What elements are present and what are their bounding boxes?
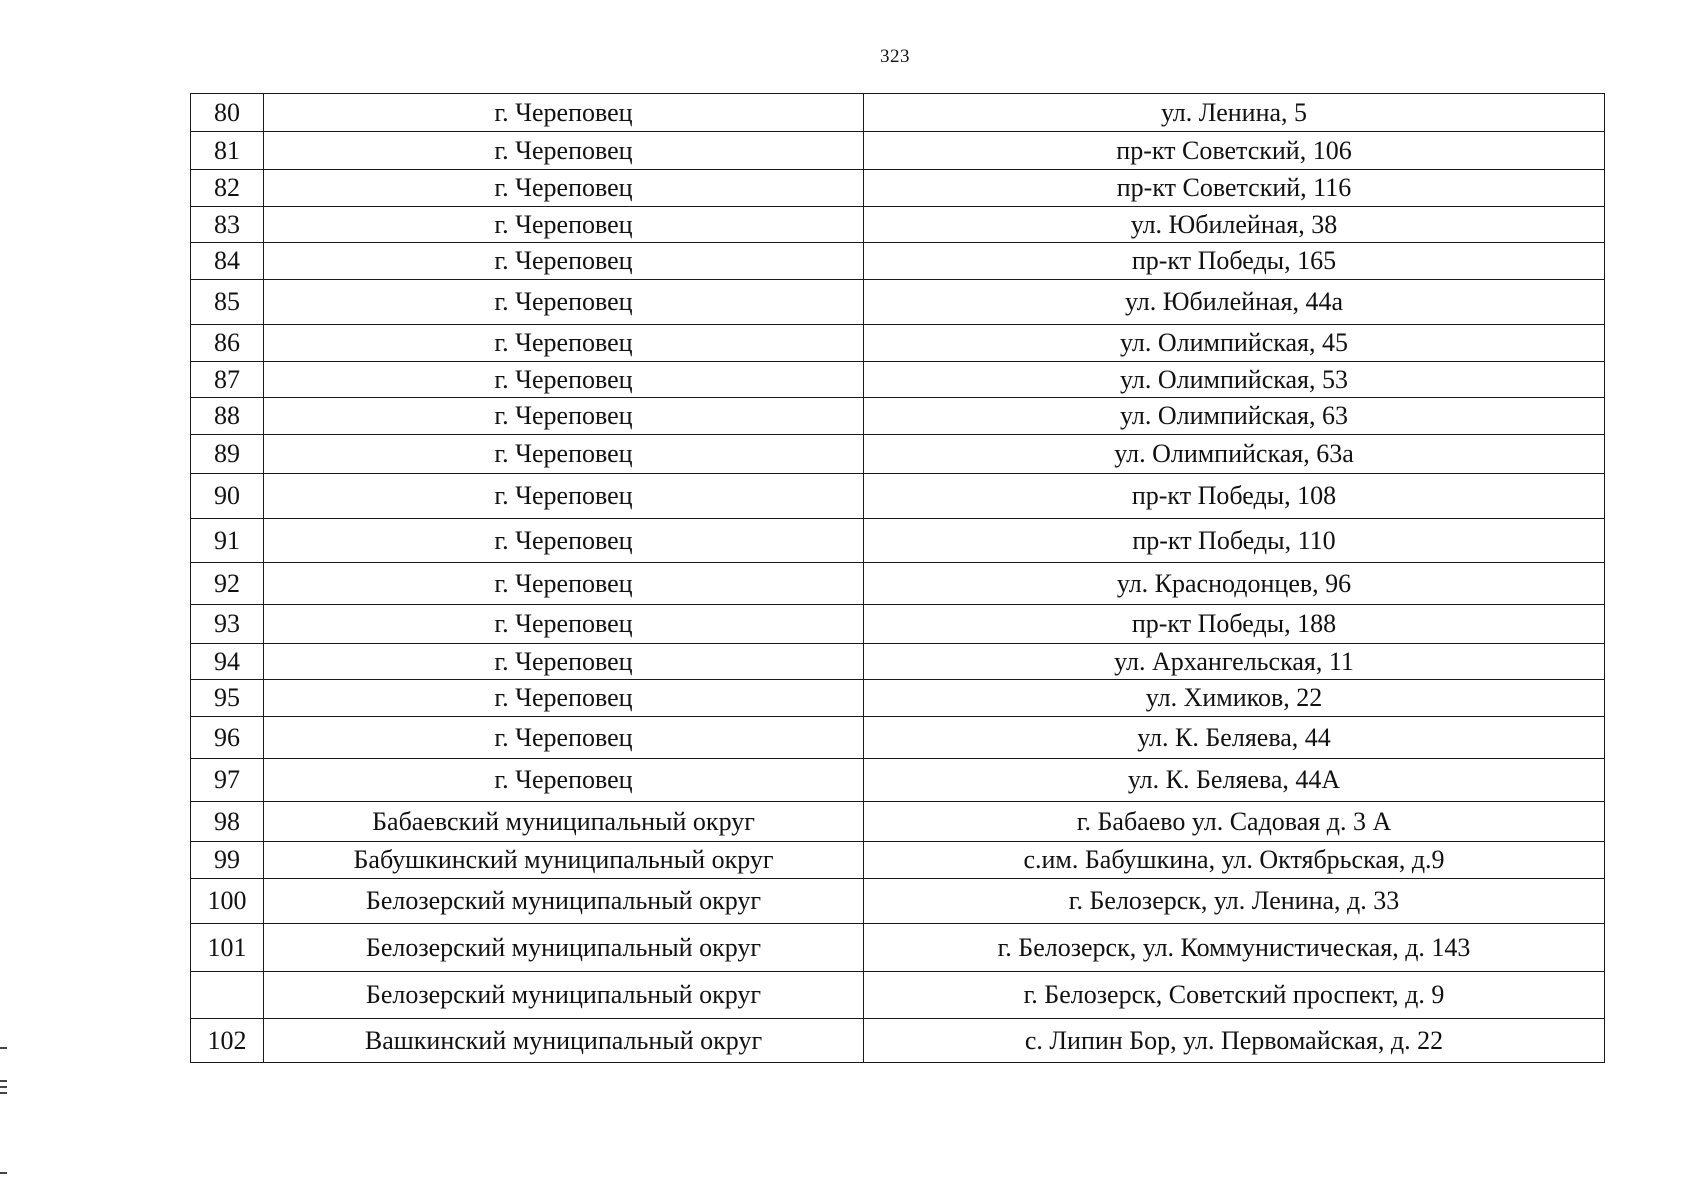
margin-scan-mark (0, 1080, 7, 1082)
address-cell: ул. Олимпийская, 63а (864, 435, 1605, 474)
location-cell: Бабаевский муниципальный округ (264, 802, 864, 842)
location-cell: г. Череповец (264, 605, 864, 644)
row-number-cell: 92 (191, 563, 264, 605)
location-cell: Белозерский муниципальный округ (264, 972, 864, 1019)
row-number-cell: 84 (191, 243, 264, 280)
location-cell: г. Череповец (264, 280, 864, 325)
location-cell: г. Череповец (264, 94, 864, 132)
row-number-cell: 100 (191, 879, 264, 924)
location-cell: г. Череповец (264, 759, 864, 802)
row-number-cell: 81 (191, 132, 264, 170)
margin-scan-mark (0, 1172, 7, 1174)
table-row (191, 325, 1605, 362)
address-cell: ул. Юбилейная, 38 (864, 207, 1605, 243)
location-cell: г. Череповец (264, 435, 864, 474)
location-cell: г. Череповец (264, 398, 864, 435)
table-row (191, 280, 1605, 325)
address-cell: пр-кт Победы, 110 (864, 519, 1605, 563)
table-row (191, 972, 1605, 1019)
table-row (191, 802, 1605, 842)
table-row (191, 170, 1605, 207)
location-cell: Белозерский муниципальный округ (264, 924, 864, 972)
location-cell: Белозерский муниципальный округ (264, 879, 864, 924)
row-number-cell: 94 (191, 644, 264, 680)
address-table (190, 93, 1605, 1063)
address-cell: г. Бабаево ул. Садовая д. 3 А (864, 802, 1605, 842)
location-cell: г. Череповец (264, 243, 864, 280)
location-cell: Вашкинский муниципальный округ (264, 1019, 864, 1063)
row-number-cell: 88 (191, 398, 264, 435)
address-cell: ул. Краснодонцев, 96 (864, 563, 1605, 605)
location-cell: г. Череповец (264, 132, 864, 170)
location-cell: г. Череповец (264, 474, 864, 519)
address-cell: пр-кт Победы, 188 (864, 605, 1605, 644)
address-cell: ул. Архангельская, 11 (864, 644, 1605, 680)
address-cell: пр-кт Советский, 116 (864, 170, 1605, 207)
address-cell: г. Белозерск, ул. Коммунистическая, д. 143 (864, 924, 1605, 972)
row-number-cell: 95 (191, 680, 264, 717)
row-number-cell: 101 (191, 924, 264, 972)
row-number-cell: 91 (191, 519, 264, 563)
address-cell: пр-кт Советский, 106 (864, 132, 1605, 170)
location-cell: г. Череповец (264, 563, 864, 605)
row-number-cell: 80 (191, 94, 264, 132)
table-row (191, 680, 1605, 717)
table-row (191, 362, 1605, 398)
table-row (191, 398, 1605, 435)
address-cell: пр-кт Победы, 108 (864, 474, 1605, 519)
location-cell: г. Череповец (264, 717, 864, 759)
table-row (191, 474, 1605, 519)
address-cell: г. Белозерск, ул. Ленина, д. 33 (864, 879, 1605, 924)
table-row (191, 207, 1605, 243)
row-number-cell: 99 (191, 842, 264, 879)
table-row (191, 924, 1605, 972)
address-cell: с. Липин Бор, ул. Первомайская, д. 22 (864, 1019, 1605, 1063)
table-row (191, 717, 1605, 759)
address-cell: ул. Олимпийская, 45 (864, 325, 1605, 362)
row-number-cell: 85 (191, 280, 264, 325)
page-number: 323 (880, 46, 910, 67)
address-cell: ул. Ленина, 5 (864, 94, 1605, 132)
row-number-cell: 82 (191, 170, 264, 207)
address-cell: ул. Юбилейная, 44а (864, 280, 1605, 325)
row-number-cell: 97 (191, 759, 264, 802)
row-number-cell: 86 (191, 325, 264, 362)
location-cell: г. Череповец (264, 325, 864, 362)
address-cell: пр-кт Победы, 165 (864, 243, 1605, 280)
address-cell: ул. К. Беляева, 44 (864, 717, 1605, 759)
address-cell: ул. Олимпийская, 63 (864, 398, 1605, 435)
location-cell: г. Череповец (264, 362, 864, 398)
address-table-body (191, 94, 1605, 1063)
table-row (191, 94, 1605, 132)
row-number-cell: 98 (191, 802, 264, 842)
table-row (191, 1019, 1605, 1063)
margin-scan-mark (0, 1047, 7, 1049)
location-cell: г. Череповец (264, 680, 864, 717)
row-number-cell (191, 972, 264, 1019)
row-number-cell: 87 (191, 362, 264, 398)
table-row (191, 644, 1605, 680)
table-row (191, 759, 1605, 802)
row-number-cell: 90 (191, 474, 264, 519)
location-cell: г. Череповец (264, 519, 864, 563)
table-row (191, 243, 1605, 280)
margin-scan-mark (0, 1092, 7, 1094)
table-row (191, 132, 1605, 170)
location-cell: г. Череповец (264, 644, 864, 680)
table-row (191, 563, 1605, 605)
row-number-cell: 96 (191, 717, 264, 759)
table-row (191, 605, 1605, 644)
address-cell: с.им. Бабушкина, ул. Октябрьская, д.9 (864, 842, 1605, 879)
location-cell: Бабушкинский муниципальный округ (264, 842, 864, 879)
location-cell: г. Череповец (264, 170, 864, 207)
address-cell: ул. Химиков, 22 (864, 680, 1605, 717)
table-row (191, 842, 1605, 879)
row-number-cell: 83 (191, 207, 264, 243)
margin-scan-mark (0, 1086, 7, 1088)
address-cell: г. Белозерск, Советский проспект, д. 9 (864, 972, 1605, 1019)
address-cell: ул. Олимпийская, 53 (864, 362, 1605, 398)
table-row (191, 435, 1605, 474)
row-number-cell: 89 (191, 435, 264, 474)
table-row (191, 879, 1605, 924)
row-number-cell: 93 (191, 605, 264, 644)
address-cell: ул. К. Беляева, 44А (864, 759, 1605, 802)
row-number-cell: 102 (191, 1019, 264, 1063)
location-cell: г. Череповец (264, 207, 864, 243)
table-row (191, 519, 1605, 563)
